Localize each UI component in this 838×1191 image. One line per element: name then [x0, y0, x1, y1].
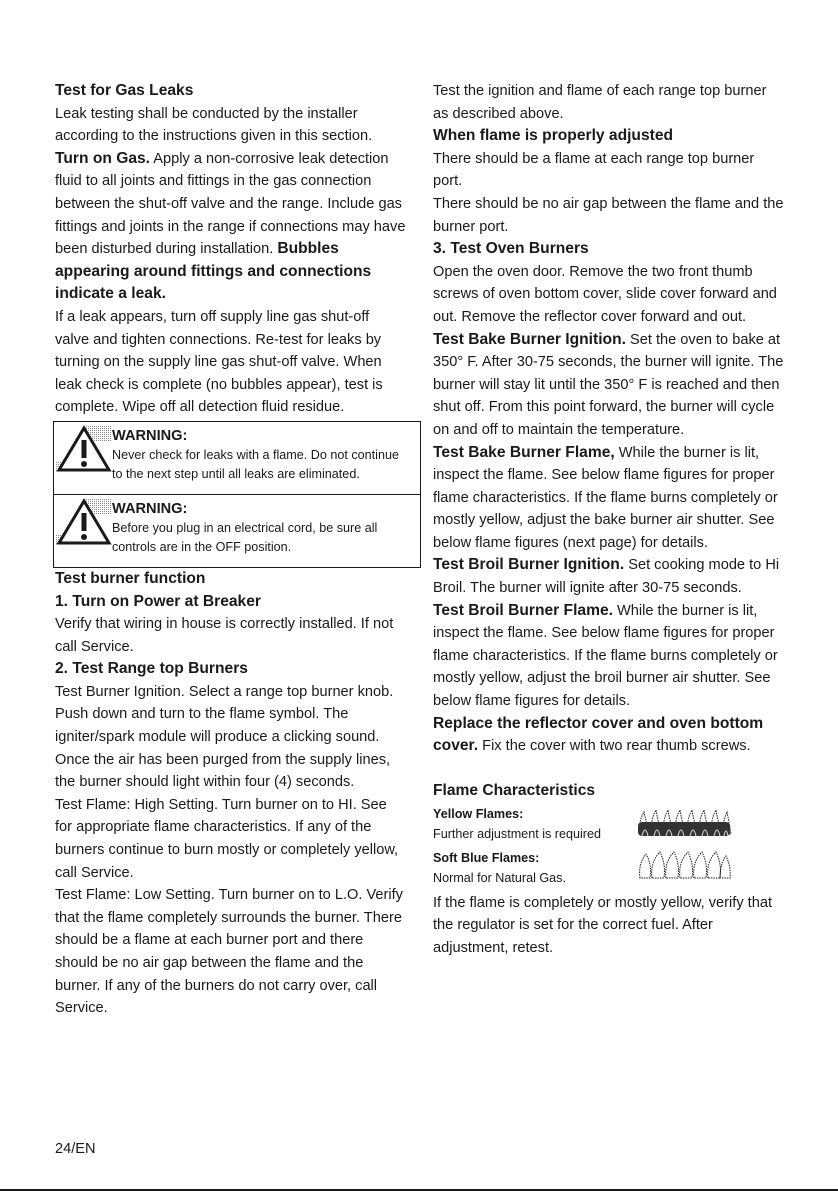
leak-test-intro: Leak testing shall be conducted by the installer according to the instructions given in this section.	[55, 105, 373, 145]
yellow-flame-desc: Further adjustment is required	[433, 826, 601, 841]
broil-flame-paragraph	[433, 600, 785, 713]
turn-on-gas-label: Turn on Gas.	[55, 149, 151, 167]
yellow-flame-title: Yellow Flames:	[433, 806, 524, 821]
step2-low-flame-text: Test Flame: Low Setting. Turn burner on to L.O. Verify that the flame completely surrounds the burner. There should be a flame at each burner port and there should be no air gap between the flame and the burner. If any of the burners do not carry over, call Service.	[55, 887, 403, 1017]
proper-flame-heading: When flame is properly adjusted	[433, 127, 674, 145]
bubbles-warning-label: Bubbles appearing around fittings and connections indicate a leak.	[55, 240, 372, 303]
page-number: 24/EN	[55, 1141, 96, 1157]
replace-cover-paragraph	[433, 713, 785, 758]
step1-heading: 1. Turn on Power at Breaker	[55, 592, 261, 610]
bake-ignition-paragraph	[433, 329, 785, 442]
proper-flame-text-1: There should be a flame at each range top burner port.	[433, 150, 755, 190]
blue-flame-title: Soft Blue Flames:	[433, 850, 540, 865]
replace-cover-label: Replace the reflector cover and oven bottom cover.	[433, 714, 764, 755]
broil-ignition-label: Test Broil Burner Ignition.	[433, 556, 625, 574]
broil-ignition-text: Set cooking mode to Hi Broil. The burner will ignite after 30-75 seconds.	[433, 557, 780, 597]
warning-panel	[53, 421, 421, 568]
warning-triangle-icon	[56, 497, 112, 547]
turn-on-gas-paragraph	[55, 148, 407, 306]
replace-cover-text: Fix the cover with two rear thumb screws.	[478, 738, 751, 755]
warning-text: Before you plug in an electrical cord, be sure all controls are in the OFF position.	[112, 520, 378, 555]
warning-title: WARNING:	[112, 427, 188, 444]
step1-text: Verify that wiring in house is correctly installed. If not call Service.	[55, 616, 394, 655]
broil-flame-label: Test Broil Burner Flame.	[433, 601, 613, 619]
blue-flame-desc: Normal for Natural Gas.	[433, 870, 566, 885]
turn-on-gas-text: Apply a non-corrosive leak detection fluid to all joints and fittings in the gas connection between the shut-off valve and the range. Include gas fittings and joints in the range if connections may have been disturbed during installation.	[55, 150, 406, 258]
step2-high-flame-text: Test Flame: High Setting. Turn burner on to HI. See for appropriate flame characteristics. If any of the burners continue to burn mostly or completely yellow, call Service.	[55, 796, 399, 881]
yellow-flame-row	[433, 804, 785, 848]
step2-ignition-text: Test Burner Ignition. Select a range top burner knob. Push down and turn to the flame symbol. The igniter/spark module will produce a clicking sound. Once the air has been purged from the supply lines, the burner should light within four (4) seconds.	[55, 683, 394, 791]
warning-box-leaks	[54, 422, 420, 494]
bake-ignition-text: Set the oven to bake at 350° F. After 30-75 seconds, the burner will ignite. The burner will stay lit until the 350° F is reached and then shut off. From this point forward, the burner will cycle on and off to maintain the temperature.	[433, 331, 784, 438]
bake-flame-paragraph	[433, 442, 785, 555]
leak-fix-paragraph: If a leak appears, turn off supply line gas shut-off valve and tighten connections. Re-test for leaks by turning on the supply line gas shut-off valve. When leak check is complete (no bubbles appear), test is complete. Wipe off all detection fluid residue.	[55, 308, 383, 416]
warning-text: Never check for leaks with a flame. Do not continue to the next step until all leaks are eliminated.	[112, 447, 399, 482]
oven-burners-heading: 3. Test Oven Burners	[433, 240, 589, 258]
oven-burners-text: Open the oven door. Remove the two front thumb screws of oven bottom cover, slide cover forward and out. Remove the reflector cover forward and out.	[433, 263, 777, 325]
broil-ignition-paragraph	[433, 554, 785, 599]
flame-characteristics-heading: Flame Characteristics	[433, 781, 596, 799]
right-column	[433, 80, 785, 960]
blue-flame-row	[433, 848, 785, 892]
yellow-flame-icon	[636, 804, 732, 838]
proper-flame-text-2: There should be no air gap between the flame and the burner port.	[433, 195, 784, 235]
broil-flame-text: While the burner is lit, inspect the flame. See below flame figures for proper flame characteristics. If the flame burns completely or mostly yellow, adjust the broil burner air shutter. See below flame figures for details.	[433, 602, 778, 710]
burner-function-heading: Test burner function	[55, 569, 206, 587]
final-note: If the flame is completely or mostly yellow, verify that the regulator is set for the correct fuel. After adjustment, retest.	[433, 894, 773, 956]
bottom-rule	[0, 1189, 838, 1191]
blue-flame-icon	[636, 848, 732, 882]
leak-test-heading: Test for Gas Leaks	[55, 82, 194, 99]
step2-heading: 2. Test Range top Burners	[55, 660, 248, 678]
bake-flame-text: While the burner is lit, inspect the flame. See below flame figures for proper flame characteristics. If the flame burns completely or mostly yellow, adjust the bake burner air shutter. See below flame figures (next page) for details.	[433, 444, 778, 551]
bake-ignition-label: Test Bake Burner Ignition.	[433, 330, 626, 348]
warning-triangle-icon	[56, 424, 112, 474]
ignition-intro: Test the ignition and flame of each range top burner as described above.	[433, 83, 767, 122]
warning-title: WARNING:	[112, 500, 188, 517]
warning-box-electrical	[54, 494, 420, 567]
left-column	[55, 80, 407, 1020]
bake-flame-label: Test Bake Burner Flame,	[433, 443, 615, 461]
